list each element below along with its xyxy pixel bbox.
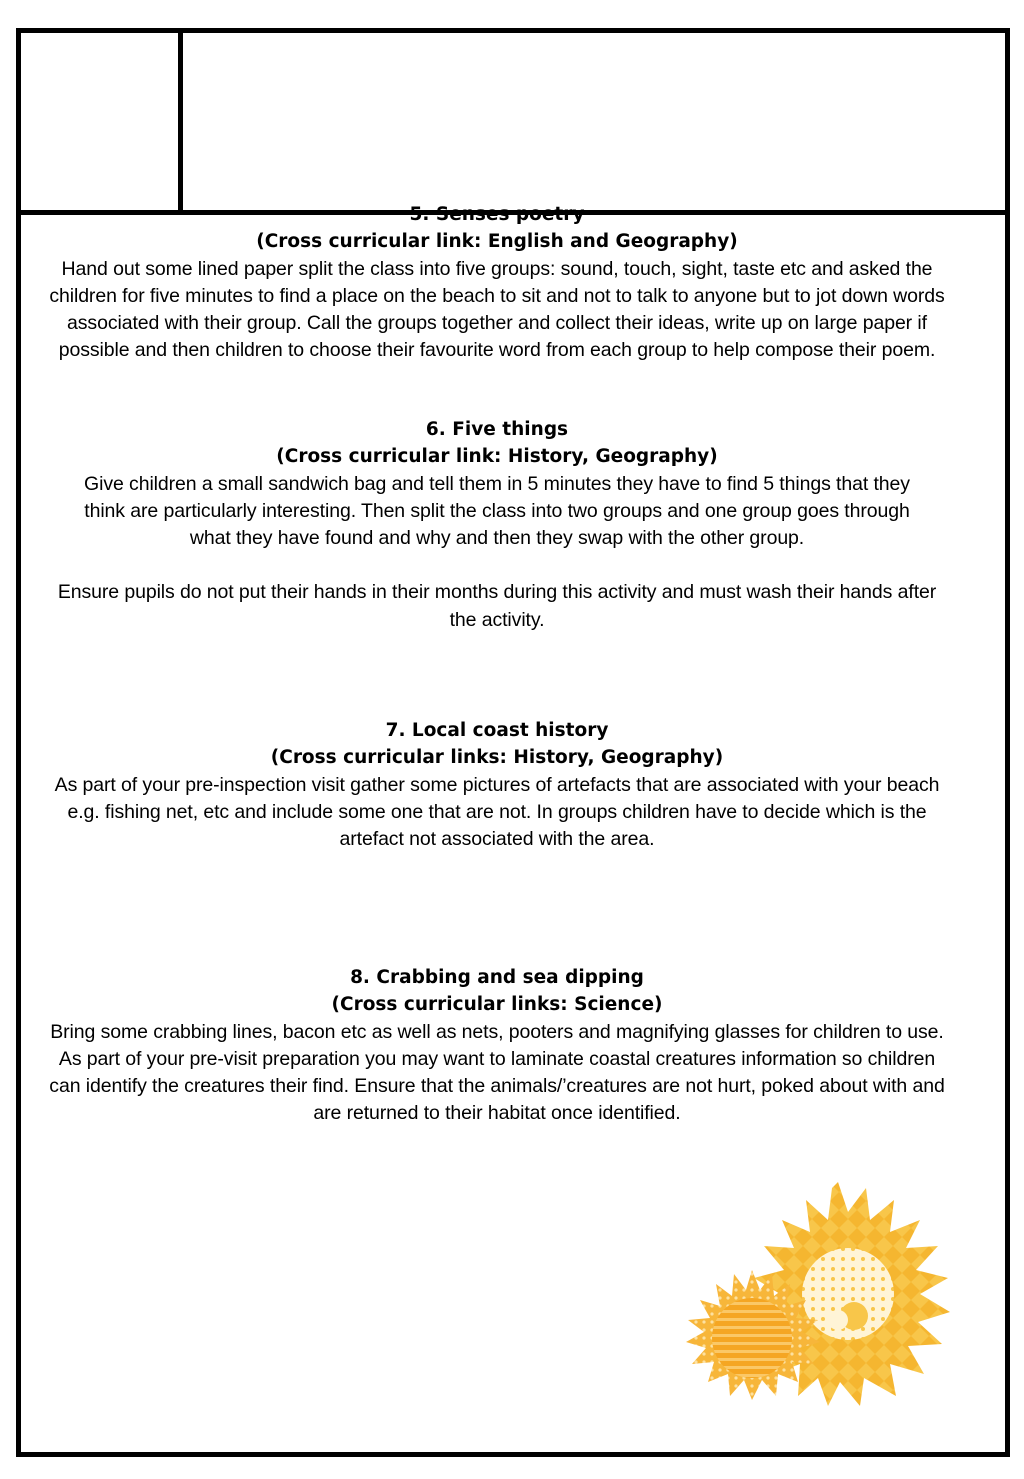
section-subtitle: (Cross curricular links: History, Geography) <box>270 747 724 769</box>
sun-icon <box>668 1174 978 1414</box>
section-subtitle: (Cross curricular links: Science) <box>331 994 663 1016</box>
activity-section-7 <box>30 717 964 853</box>
section-subtitle: (Cross curricular link: History, Geography) <box>276 446 718 468</box>
section-title: 7. Local coast history <box>385 720 609 741</box>
safety-note: Ensure pupils do not put their hands in their months during this activity and must wash their hands after the activity. <box>57 581 937 631</box>
section-title: 6. Five things <box>425 419 569 440</box>
header-left-cell <box>21 33 183 210</box>
section-body: Hand out some lined paper split the class into five groups: sound, touch, sight, taste etc and asked the children for five minutes to find a place on the beach to sit and not to talk to anyone but to jot down words associated with their group. Call the groups together and collect their ideas, write up on large paper if possible and then children to choose their favourite word from each group to help compose their poem. <box>49 257 945 362</box>
section-subtitle: (Cross curricular link: English and Geography) <box>256 231 738 253</box>
activity-section-6 <box>30 416 964 634</box>
section-title: 8. Crabbing and sea dipping <box>350 967 644 988</box>
activity-section-5 <box>30 201 964 365</box>
header-row <box>21 33 1005 215</box>
section-body: Give children a small sandwich bag and tell them in 5 minutes they have to find 5 things that they think are particularly interesting. Then split the class into two groups and one group goes through what they have found and why and then they swap with the other group. <box>84 472 910 550</box>
section-title: 5. Senses poetry <box>409 204 585 225</box>
section-body: As part of your pre-inspection visit gather some pictures of artefacts that are associated with your beach e.g. fishing net, etc and include some one that are not. In groups children have to decide which is the artefact not associated with the area. <box>54 773 940 851</box>
section-body: Bring some crabbing lines, bacon etc as well as nets, pooters and magnifying glasses for children to use. As part of your pre-visit preparation you may want to laminate coastal creatures information so children can identify the creatures their find. Ensure that the animals/’creatures are not hurt, poked about with and are returned to their habitat once identified. <box>49 1020 945 1125</box>
header-right-cell <box>183 33 1005 210</box>
activity-section-8 <box>30 964 964 1128</box>
